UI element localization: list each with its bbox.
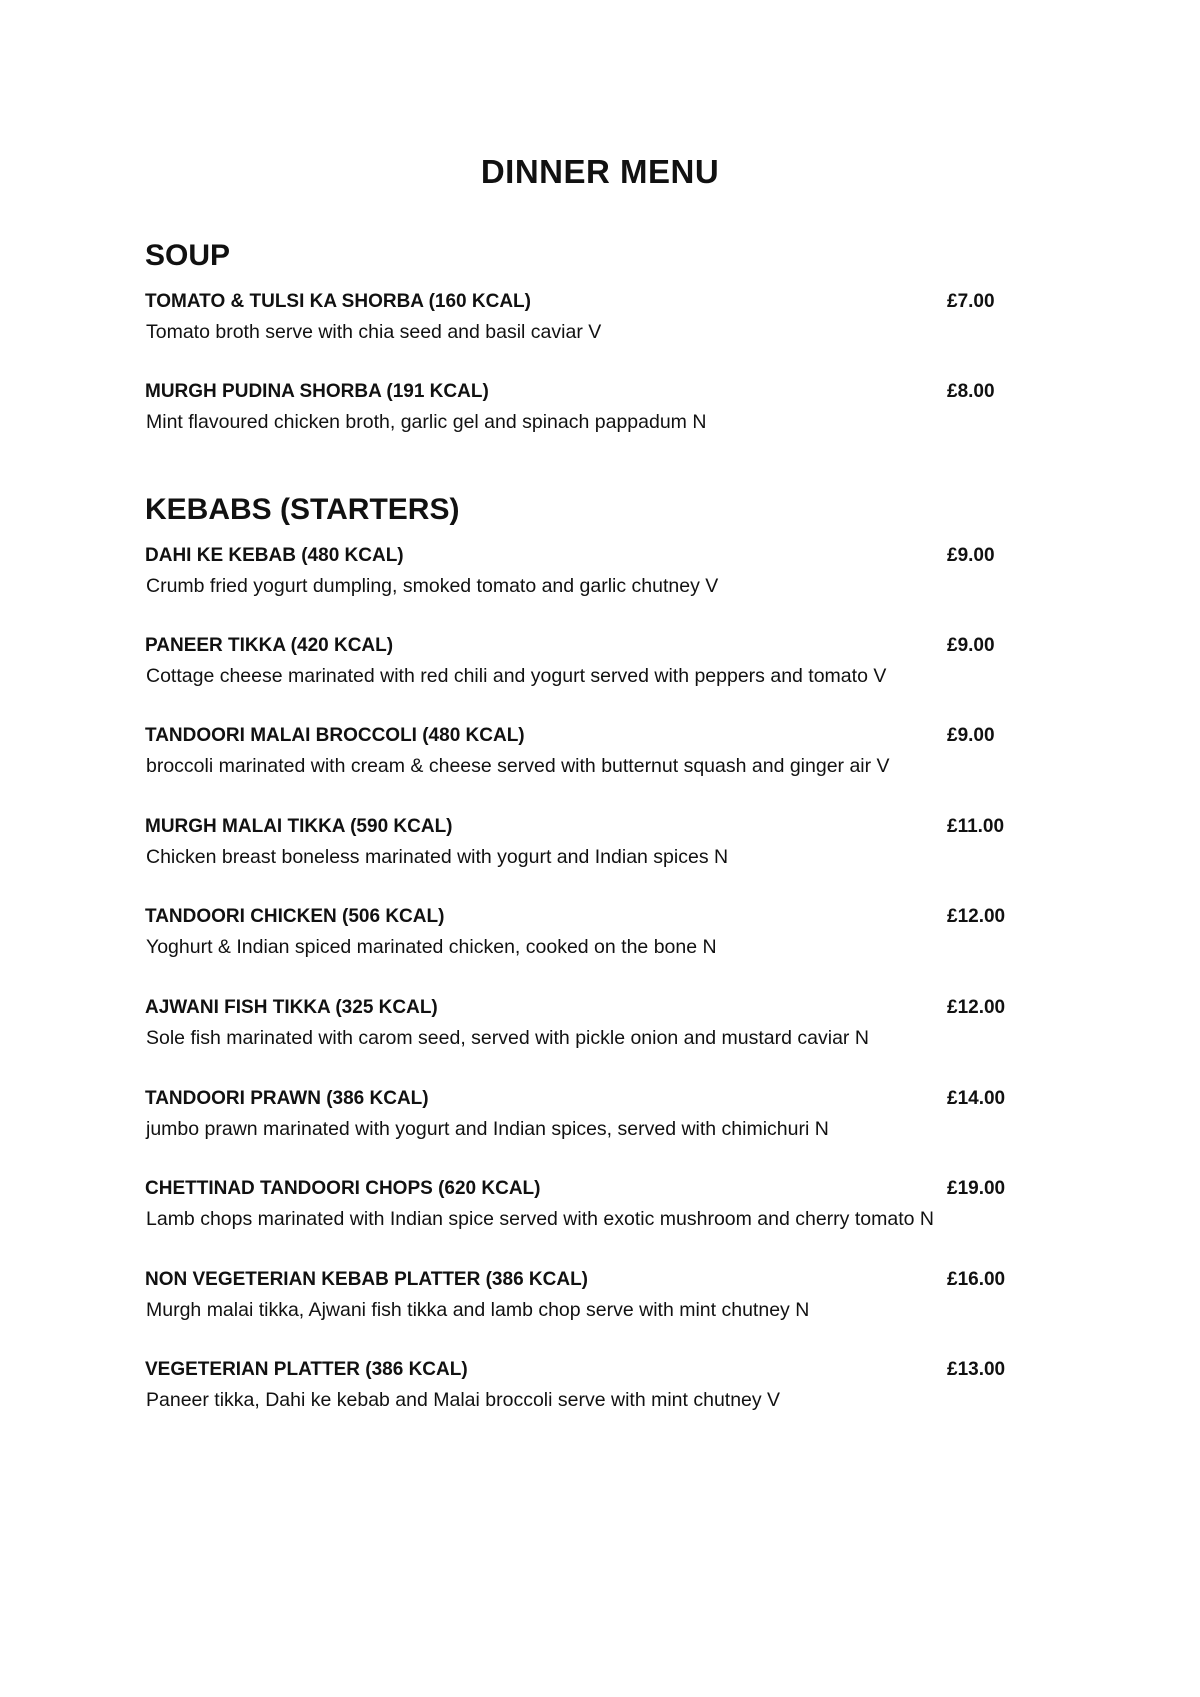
item-name: TANDOORI PRAWN (386 KCAL) [145,1088,429,1109]
item-name: VEGETERIAN PLATTER (386 KCAL) [145,1359,468,1380]
menu-item [145,815,1025,875]
item-description: Tomato broth serve with chia seed and basil caviar V [146,321,602,343]
item-name: MURGH PUDINA SHORBA (191 KCAL) [145,381,489,402]
item-name: TANDOORI CHICKEN (506 KCAL) [145,906,445,927]
menu-item [145,1358,1025,1418]
item-description: jumbo prawn marinated with yogurt and Indian spices, served with chimichuri N [146,1118,829,1140]
item-description: Yoghurt & Indian spiced marinated chicken, cooked on the bone N [146,936,717,958]
item-name: AJWANI FISH TIKKA (325 KCAL) [145,997,438,1018]
menu-item [145,905,1025,965]
menu-item [145,1268,1025,1328]
item-description: broccoli marinated with cream & cheese served with butternut squash and ginger air V [146,755,890,777]
menu-item [145,996,1025,1056]
item-description: Murgh malai tikka, Ajwani fish tikka and lamb chop serve with mint chutney N [146,1299,810,1321]
item-price: £7.00 [947,291,995,312]
menu-item [145,724,1025,784]
item-price: £9.00 [947,725,995,746]
item-description: Chicken breast boneless marinated with yogurt and Indian spices N [146,846,729,868]
item-price: £8.00 [947,381,995,402]
item-price: £12.00 [947,997,1006,1018]
menu-item [145,290,1025,350]
item-price: £14.00 [947,1088,1006,1109]
item-price: £9.00 [947,545,995,566]
menu-item [145,1177,1025,1237]
item-name: TOMATO & TULSI KA SHORBA (160 KCAL) [145,291,531,312]
item-description: Lamb chops marinated with Indian spice served with exotic mushroom and cherry tomato N [146,1208,934,1230]
item-description: Crumb fried yogurt dumpling, smoked tomato and garlic chutney V [146,575,719,597]
item-price: £16.00 [947,1269,1006,1290]
menu-item [145,544,1025,604]
item-description: Cottage cheese marinated with red chili and yogurt served with peppers and tomato V [146,665,887,687]
item-name: MURGH MALAI TIKKA (590 KCAL) [145,816,453,837]
item-price: £9.00 [947,635,995,656]
item-price: £11.00 [947,816,1005,837]
item-price: £13.00 [947,1359,1006,1380]
item-name: CHETTINAD TANDOORI CHOPS (620 KCAL) [145,1178,541,1199]
item-name: NON VEGETERIAN KEBAB PLATTER (386 KCAL) [145,1269,589,1290]
menu-item [145,380,1025,440]
menu-item [145,1087,1025,1147]
section-heading-soup: SOUP [145,239,231,272]
page-title: DINNER MENU [480,153,720,190]
item-name: DAHI KE KEBAB (480 KCAL) [145,545,404,566]
item-price: £19.00 [947,1178,1006,1199]
item-description: Paneer tikka, Dahi ke kebab and Malai broccoli serve with mint chutney V [146,1389,781,1411]
section-heading-kebabs: KEBABS (STARTERS) [145,493,460,526]
item-name: TANDOORI MALAI BROCCOLI (480 KCAL) [145,725,525,746]
item-name: PANEER TIKKA (420 KCAL) [145,635,394,656]
item-description: Sole fish marinated with carom seed, served with pickle onion and mustard caviar N [146,1027,869,1049]
item-price: £12.00 [947,906,1006,927]
item-description: Mint flavoured chicken broth, garlic gel and spinach pappadum N [146,411,707,433]
menu-item [145,634,1025,694]
